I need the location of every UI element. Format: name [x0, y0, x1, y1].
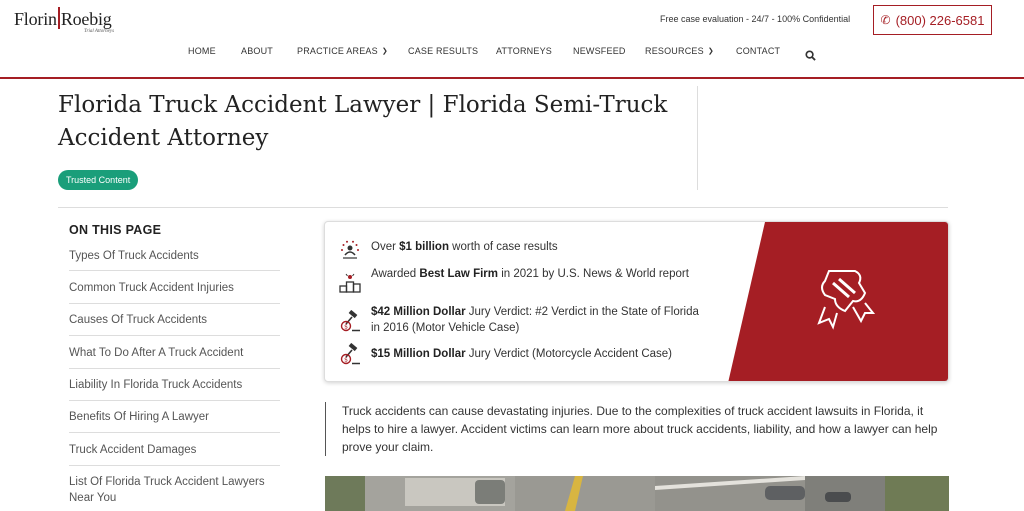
toc-item[interactable]: Common Truck Accident Injuries: [69, 280, 280, 304]
nav-item-newsfeed[interactable]: NEWSFEED: [573, 46, 626, 56]
logo-tagline: Trial Attorneys: [84, 29, 115, 34]
nav-item-attorneys[interactable]: ATTORNEYS: [496, 46, 552, 56]
page-title: Florida Truck Accident Lawyer | Florida Semi-Truck Accident Attorney: [58, 92, 668, 151]
content-divider: [58, 207, 948, 208]
toc-item[interactable]: Liability In Florida Truck Accidents: [69, 377, 280, 401]
nav-item-case-results[interactable]: CASE RESULTS: [408, 46, 479, 56]
stat-highlight: $15 Million Dollar: [371, 348, 466, 360]
stat-item: $ $42 Million Dollar Jury Verdict: #2 Verdict in the State of Florida in 2016 (Motor Vehicle Case): [339, 304, 711, 336]
site-logo[interactable]: [14, 7, 115, 35]
chevron-down-icon: ❯: [707, 48, 714, 55]
toc-item[interactable]: Causes Of Truck Accidents: [69, 312, 280, 336]
trusted-content-badge[interactable]: Trusted Content: [58, 170, 138, 190]
toc-item[interactable]: What To Do After A Truck Accident: [69, 345, 280, 369]
nav-item-home[interactable]: HOME: [188, 46, 216, 56]
logo-wordmark-florin: Florin: [14, 9, 57, 29]
toc-item[interactable]: List Of Florida Truck Accident Lawyers Near You: [69, 476, 265, 504]
nav-item-about[interactable]: ABOUT: [241, 46, 274, 56]
svg-text:$: $: [344, 356, 348, 364]
svg-text:$: $: [344, 323, 348, 331]
logo-wordmark-roebig: Roebig: [60, 9, 112, 29]
stat-item: Over $1 billion worth of case results: [339, 239, 711, 261]
logo-divider: [58, 7, 60, 29]
main-nav: [0, 46, 1024, 68]
nav-item-resources[interactable]: RESOURCES ❯: [645, 46, 714, 56]
toc-heading: ON THIS PAGE: [69, 223, 162, 237]
gavel-money-icon: [339, 343, 361, 365]
site-header: [0, 0, 1024, 78]
gavel-money-icon: [339, 310, 361, 332]
truck-accident-photo: [325, 476, 949, 511]
stat-highlight: $42 Million Dollar: [371, 306, 466, 318]
toc-item[interactable]: Truck Accident Damages: [69, 442, 280, 466]
phone-button[interactable]: [873, 5, 992, 35]
search-icon[interactable]: [805, 50, 816, 61]
free-evaluation-text: Free case evaluation - 24/7 - 100% Confidential: [660, 14, 851, 24]
podium-icon: [339, 272, 361, 294]
firm-stats-card: [324, 221, 949, 382]
stat-highlight: $1 billion: [399, 241, 449, 253]
toc-item[interactable]: Benefits Of Hiring A Lawyer: [69, 409, 280, 433]
title-divider: [697, 86, 698, 190]
award-people-icon: [339, 239, 361, 261]
stat-item: $ $15 Million Dollar Jury Verdict (Motorcycle Accident Case): [339, 346, 711, 365]
stat-item: Awarded Best Law Firm in 2021 by U.S. News & World report: [339, 266, 711, 294]
header-accent-rule: [0, 77, 1024, 79]
phone-icon: ✆: [880, 13, 891, 27]
nav-item-contact[interactable]: CONTACT: [736, 46, 781, 56]
toc-item[interactable]: Types Of Truck Accidents: [69, 248, 280, 271]
stat-highlight: Best Law Firm: [419, 268, 498, 280]
nav-item-practice-areas[interactable]: PRACTICE AREAS ❯: [297, 46, 388, 56]
phone-number: (800) 226-6581: [895, 12, 985, 28]
intro-paragraph: Truck accidents can cause devastating injuries. Due to the complexities of truck accident lawsuits in Florida, it helps to hire a lawyer. Accident victims can learn more about truck accidents, liability, and how a lawyer can help prove your claim.: [325, 402, 949, 456]
chevron-down-icon: ❯: [381, 48, 388, 55]
